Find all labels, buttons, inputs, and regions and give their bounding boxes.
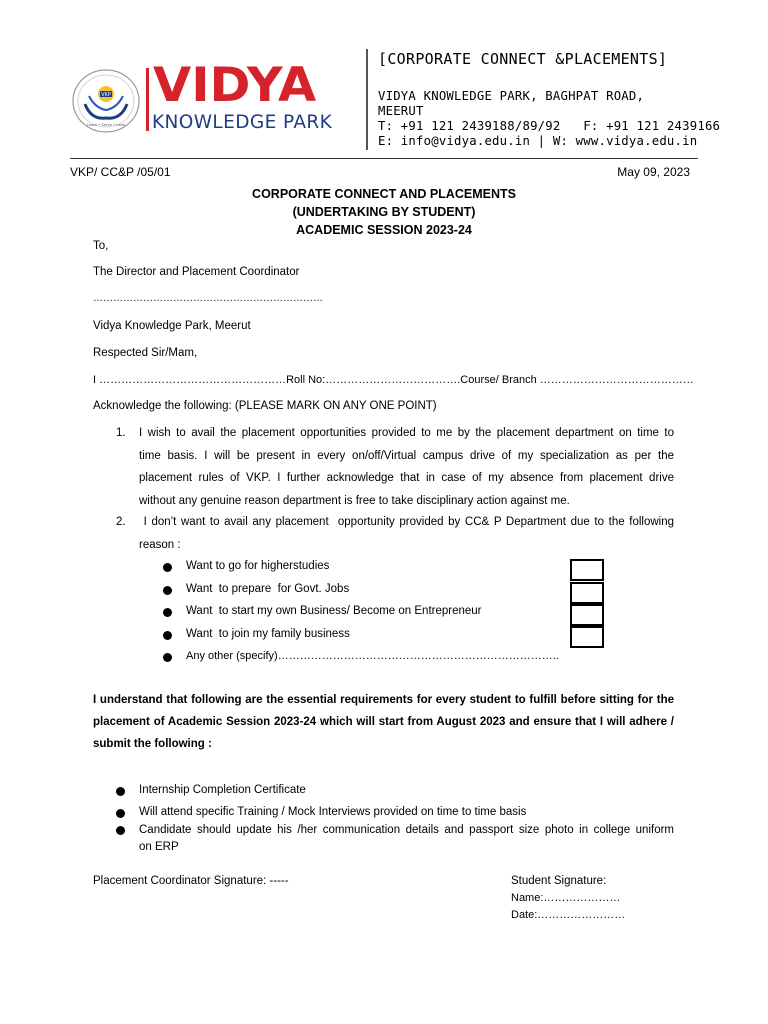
- requirement-2-bullet: [116, 809, 125, 818]
- point-2-text: [139, 511, 674, 556]
- heading-line-3: ACADEMIC SESSION 2023-24: [296, 223, 472, 237]
- student-date-field: Date:……………………: [511, 909, 626, 921]
- heading-line-2: (UNDERTAKING BY STUDENT): [292, 205, 476, 219]
- header-title: [378, 50, 678, 68]
- requirements-intro-line-3: submit the following :: [93, 738, 212, 750]
- reason-3-checkbox[interactable]: [570, 604, 604, 626]
- reason-2-bullet: [163, 586, 172, 595]
- reason-4-bullet: [163, 631, 172, 640]
- requirements-intro-line-2: placement of Academic Session 2023-24 which will start from August 2023 and ensure that I will adhere /: [93, 716, 674, 728]
- reason-1-checkbox[interactable]: [570, 559, 604, 581]
- coordinator-signature: Placement Coordinator Signature: -----: [93, 875, 289, 887]
- student-signature: Student Signature:: [511, 875, 607, 887]
- student-identity-line: I ……………………………………………Roll No:……………………………….Course/ Branch ……………………………………: [93, 374, 694, 386]
- reason-1-bullet: [163, 563, 172, 572]
- point-1-line-4: without any genuine reason department is free to take disciplinary action against me.: [139, 495, 570, 508]
- requirement-3-line-1: Candidate should update his /her communication details and passport size photo in college uniform: [139, 824, 674, 836]
- reason-1-text: Want to go for higherstudies: [186, 560, 330, 572]
- letter-to: To,: [93, 240, 109, 252]
- reason-5-text: Any other (specify)…………………………………………………………………..: [186, 650, 559, 662]
- reason-3-bullet: [163, 608, 172, 617]
- point-2-line-2: reason :: [139, 538, 181, 551]
- requirement-3-bullet: [116, 826, 125, 835]
- point-1-number: 1.: [116, 427, 126, 439]
- reason-2-checkbox[interactable]: [570, 582, 604, 604]
- heading-line-1: CORPORATE CONNECT AND PLACEMENTS: [252, 187, 516, 201]
- header-phone: T: +91 121 2439188/89/92 F: +91 121 2439166: [378, 119, 721, 133]
- requirement-3-text: [139, 822, 674, 856]
- logo-knowledge-park-wordmark: KNOWLEDGE PARK: [152, 112, 333, 133]
- requirements-intro-line-1: I understand that following are the essential requirements for every student to fulfill before sitting for the: [93, 694, 674, 706]
- requirements-intro: [93, 689, 674, 755]
- requirement-2-text: Will attend specific Training / Mock Interviews provided on time to time basis: [139, 806, 527, 818]
- document-date: May 09, 2023: [617, 165, 690, 179]
- acknowledge-instruction: Acknowledge the following: (PLEASE MARK ON ANY ONE POINT): [93, 400, 437, 412]
- point-2-number: 2.: [116, 516, 126, 528]
- header-vertical-divider: [366, 49, 368, 150]
- student-name-field: Name:…………………: [511, 892, 621, 904]
- reason-5-bullet: [163, 653, 172, 662]
- letter-blank-line: ……………………………………………………………: [93, 293, 323, 304]
- point-1-text: [139, 422, 674, 513]
- header-title-text: [CORPORATE CONNECT &PLACEMENTS]: [378, 50, 668, 68]
- reason-2-text: Want to prepare for Govt. Jobs: [186, 583, 350, 595]
- header-address: VIDYA KNOWLEDGE PARK, BAGHPAT ROAD, MEERUT: [378, 89, 645, 118]
- point-2-line-1: I don’t want to avail any placement opportunity provided by CC& P Department due to the following: [139, 516, 674, 528]
- requirement-1-bullet: [116, 787, 125, 796]
- requirement-3-line-2: on ERP: [139, 841, 179, 853]
- letter-recipient: The Director and Placement Coordinator: [93, 266, 300, 278]
- reason-4-checkbox[interactable]: [570, 626, 604, 648]
- logo-divider-bar: [146, 68, 149, 131]
- college-seal-logo: [71, 68, 141, 134]
- requirement-1-text: Internship Completion Certificate: [139, 784, 306, 796]
- reason-4-text: Want to join my family business: [186, 628, 350, 640]
- header-rule: [70, 158, 698, 159]
- logo-vidya-wordmark: VIDYA: [153, 58, 317, 113]
- point-1-line-1: I wish to avail the placement opportunities provided to me by the placement department on time to: [139, 427, 674, 439]
- reason-3-text: Want to start my own Business/ Become on Entrepreneur: [186, 605, 482, 617]
- seal-text: VKP: [101, 92, 111, 98]
- point-1-line-3: placement rules of VKP. I further acknowledge that in case of my absence from placement drive: [139, 472, 674, 485]
- seal-motto: Learn • Serve • Lead: [87, 123, 125, 127]
- point-1-line-2: time basis. I will be present in every on/off/Virtual campus drive of my specialization as per the: [139, 449, 674, 462]
- letter-organization: Vidya Knowledge Park, Meerut: [93, 320, 251, 332]
- reference-number: VKP/ CC&P /05/01: [70, 165, 171, 179]
- header-email-web: E: info@vidya.edu.in | W: www.vidya.edu.in: [378, 134, 698, 148]
- letter-salutation: Respected Sir/Mam,: [93, 347, 198, 359]
